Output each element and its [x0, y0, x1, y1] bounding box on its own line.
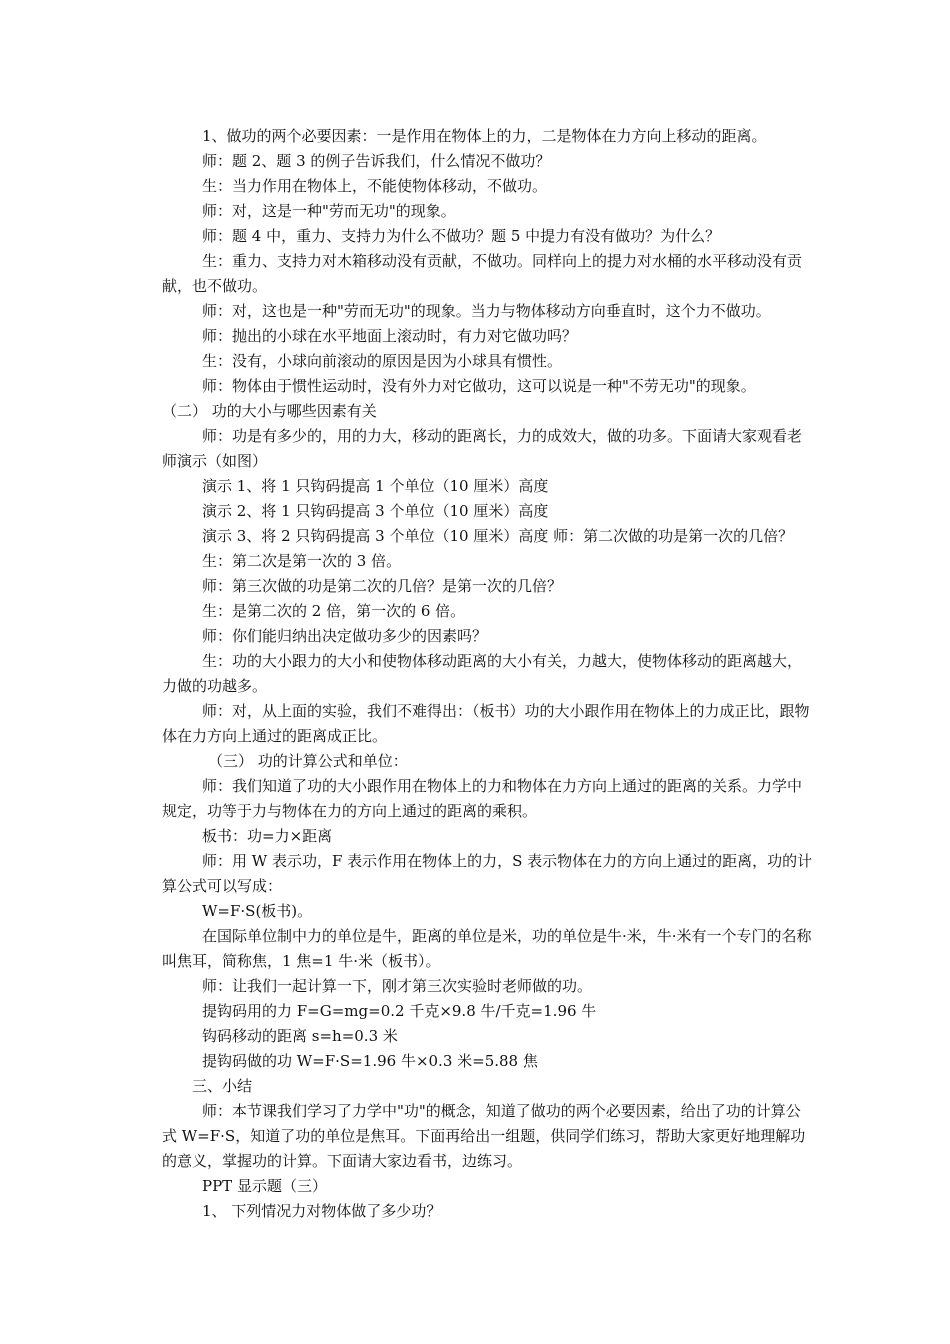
section-heading-2: （二） 功的大小与哪些因素有关 [162, 402, 377, 420]
paragraph-teacher-conclusion: 师：对，从上面的实验，我们不难得出：（板书）功的大小跟作用在物体上的力成正比，跟物体在力方向上通过的距离成正比。 [162, 702, 810, 746]
section-heading-summary: 三、小结 [192, 1077, 253, 1095]
paragraph-work-factors: 1、做功的两个必要因素：一是作用在物体上的力，二是物体在力方向上移动的距离。 [202, 127, 767, 145]
paragraph-blackboard-1: 板书：功=力×距离 [202, 827, 333, 845]
paragraph-student-a3: 生：没有，小球向前滚动的原因是因为小球具有惯性。 [202, 352, 563, 370]
paragraph-teacher-definition: 师：我们知道了功的大小跟作用在物体上的力和物体在力方向上通过的距离的关系。力学中规定，功等于力与物体在力的方向上通过的距离的乘积。 [162, 777, 803, 821]
paragraph-teacher-q2: 师：题 4 中，重力、支持力为什么不做功？题 5 中提力有没有做功？为什么？ [202, 227, 721, 245]
section-heading-3: （三） 功的计算公式和单位： [208, 752, 408, 770]
paragraph-demo-3: 演示 3、将 2 只钩码提高 3 个单位（10 厘米）高度 师：第二次做的功是第一次的几倍？ [202, 527, 794, 545]
paragraph-teacher-r2: 师：对，这也是一种"劳而无功"的现象。当力与物体移动方向垂直时，这个力不做功。 [202, 302, 771, 320]
paragraph-student-a1: 生：当力作用在物体上，不能使物体移动，不做功。 [202, 177, 548, 195]
paragraph-teacher-demo: 师：功是有多少的，用的力大，移动的距离长，力的成效大，做的功多。下面请大家观看老师演示（如图） [162, 427, 803, 471]
paragraph-student-a2: 生：重力、支持力对木箱移动没有贡献，不做功。同样向上的提力对水桶的水平移动没有贡献，也不做功。 [162, 252, 803, 296]
paragraph-demo-1: 演示 1、将 1 只钩码提高 1 个单位（10 厘米）高度 [202, 477, 549, 495]
paragraph-summary: 师：本节课我们学习了力学中"功"的概念，知道了做功的两个必要因素，给出了功的计算公式 W=F·S，知道了功的单位是焦耳。下面再给出一组题，供同学们练习，帮助大家更好地理解功的意义，掌握功的计算。下面请大家边看书，边练习。 [162, 1102, 806, 1171]
paragraph-student-a4: 生：第二次是第一次的 3 倍。 [202, 552, 402, 570]
paragraph-ppt-title: PPT 显示题（三） [202, 1177, 327, 1195]
paragraph-formula: W=F·S(板书)。 [202, 902, 313, 920]
paragraph-student-a6: 生：功的大小跟力的大小和使物体移动距离的大小有关，力越大，使物体移动的距离越大，力做的功越多。 [162, 652, 803, 696]
paragraph-teacher-q5: 师：第三次做的功是第二次的几倍？是第一次的几倍？ [202, 577, 563, 595]
paragraph-exercise-1: 1、 下列情况力对物体做了多少功？ [202, 1202, 442, 1220]
paragraph-teacher-r1: 师：对，这是一种"劳而无功"的现象。 [202, 202, 456, 220]
paragraph-demo-2: 演示 2、将 1 只钩码提高 3 个单位（10 厘米）高度 [202, 502, 549, 520]
paragraph-units: 在国际单位制中力的单位是牛，距离的单位是米，功的单位是牛·米，牛·米有一个专门的名称叫焦耳，简称焦，1 焦=1 牛·米（板书）。 [162, 927, 812, 971]
paragraph-teacher-q3: 师：抛出的小球在水平地面上滚动时，有力对它做功吗？ [202, 327, 578, 345]
paragraph-calc-force: 提钩码用的力 F=G=mg=0.2 千克×9.8 牛/千克=1.96 牛 [202, 1002, 597, 1020]
paragraph-teacher-r3: 师：物体由于惯性运动时，没有外力对它做功，这可以说是一种"不劳无功"的现象。 [202, 377, 756, 395]
paragraph-teacher-symbols: 师：用 W 表示功，F 表示作用在物体上的力，S 表示物体在力的方向上通过的距离，功的计算公式可以写成： [162, 852, 813, 896]
paragraph-calc-work: 提钩码做的功 W=F·S=1.96 牛×0.3 米=5.88 焦 [202, 1052, 538, 1070]
paragraph-student-a5: 生：是第二次的 2 倍，第一次的 6 倍。 [202, 602, 466, 620]
paragraph-teacher-calc: 师：让我们一起计算一下，刚才第三次实验时老师做的功。 [202, 977, 593, 995]
paragraph-calc-distance: 钩码移动的距离 s=h=0.3 米 [202, 1027, 398, 1045]
paragraph-teacher-q6: 师：你们能归纳出决定做功多少的因素吗？ [202, 627, 488, 645]
paragraph-teacher-q1: 师：题 2、题 3 的例子告诉我们，什么情况不做功？ [202, 152, 551, 170]
